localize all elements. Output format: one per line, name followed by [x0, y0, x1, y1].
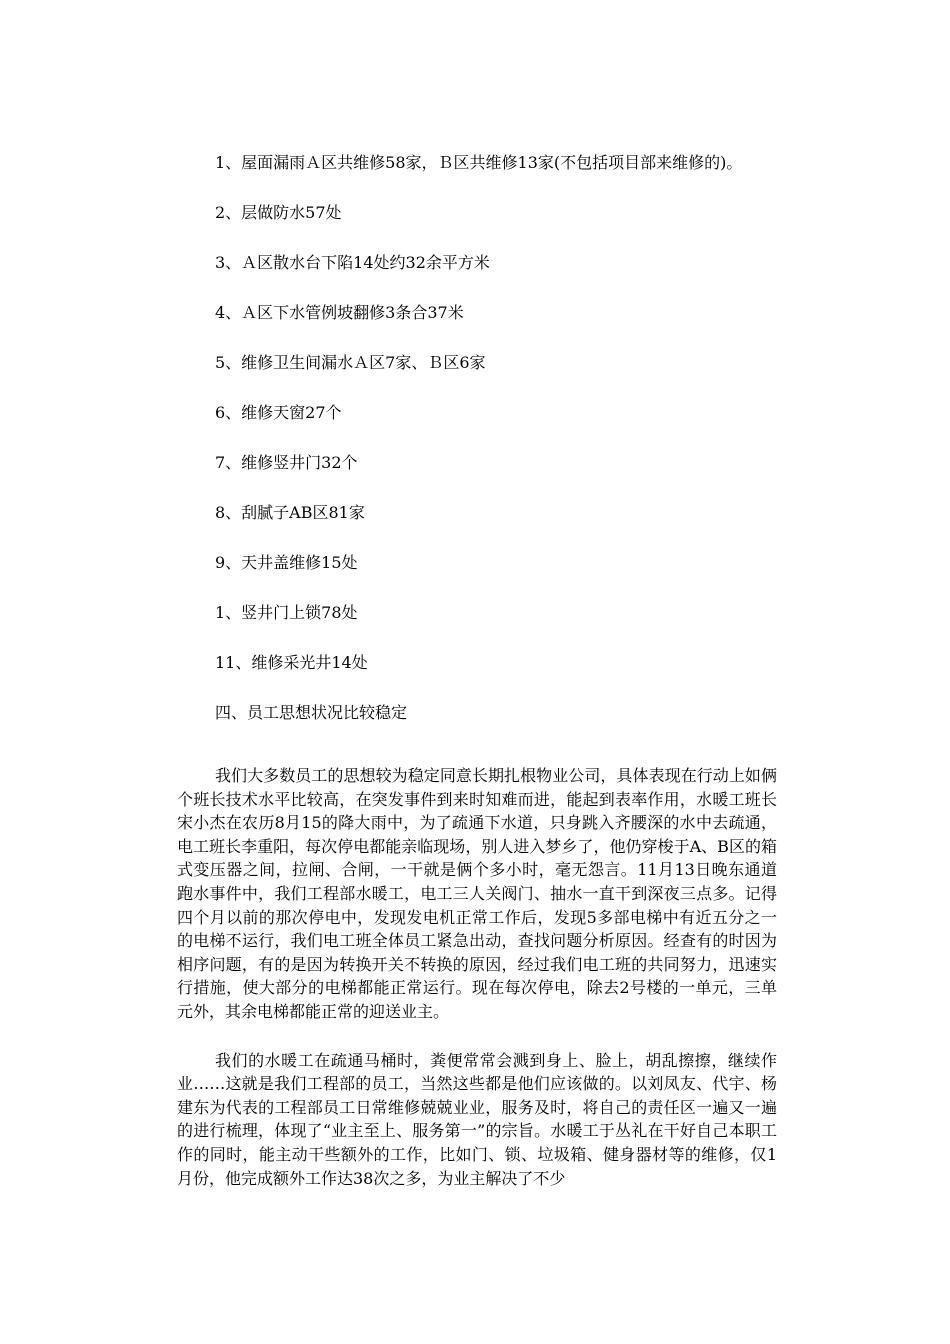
- body-paragraph: 我们大多数员工的思想较为稳定同意长期扎根物业公司，具体表现在行动上如俩个班长技术水平比较高，在突发事件到来时知难而进，能起到表率作用，水暖工班长宋小杰在农历8月15的降大雨中，为了疏通下水道，只身跳入齐腰深的水中去疏通，电工班长李重阳，每次停电都能亲临现场，别人进入梦乡了，他仍穿梭于A、B区的箱式变压器之间，拉闸、合闸，一干就是俩个多小时，毫无怨言。11月13日晚东通道跑水事件中，我们工程部水暖工，电工三人关阀门、抽水一直干到深夜三点多。记得四个月以前的那次停电中，发现发电机正常工作后，发现5多部电梯中有近五分之一的电梯不运行，我们电工班全体员工紧急出动，查找问题分析原因。经查有的时因为相序问题，有的是因为转换开关不转换的原因，经过我们电工班的共同努力，迅速实行措施，使大部分的电梯都能正常运行。现在每次停电，除去2号楼的一单元，三单元外，其余电梯都能正常的迎送业主。: [177, 766, 777, 1021]
- list-item: 3、Ａ区散水台下陷14处约32余平方米: [215, 253, 490, 272]
- list-item: 7、维修竖井门32个: [215, 453, 358, 472]
- list-item: 1、屋面漏雨Ａ区共维修58家，Ｂ区共维修13家(不包括项目部来维修的)。: [215, 153, 743, 172]
- spacer: [177, 750, 777, 764]
- body-paragraph: 我们的水暖工在疏通马桶时，粪便常常会溅到身上、脸上，胡乱擦擦，继续作业……这就是我们工程部的员工，当然这些都是他们应该做的。以刘凤友、代宇、杨建东为代表的工程部员工日常维修兢兢业业，服务及时，将自己的责任区一遍又一遍的进行梳理，体现了“业主至上、服务第一”的宗旨。水暖工于丛礼在干好自己本职工作的同时，能主动干些额外的工作，比如门、锁、垃圾箱、健身器材等的维修，仅1月份，他完成额外工作达38次之多，为业主解决了不少: [177, 1050, 777, 1188]
- document-content: [177, 150, 777, 1190]
- list-item: 6、维修天窗27个: [215, 403, 342, 422]
- section-heading: 四、员工思想状况比较稳定: [215, 703, 408, 722]
- list-item: 11、维修采光井14处: [215, 653, 368, 672]
- list-item: 4、Ａ区下水管例坡翻修3条合37米: [215, 303, 464, 322]
- list-item: 9、天井盖维修15处: [215, 553, 358, 572]
- list-item: 2、层做防水57处: [215, 203, 342, 222]
- list-item: 5、维修卫生间漏水Ａ区7家、Ｂ区6家: [215, 353, 486, 372]
- list-item: 1、竖井门上锁78处: [215, 603, 358, 622]
- list-item: 8、刮腻子AB区81家: [215, 503, 365, 522]
